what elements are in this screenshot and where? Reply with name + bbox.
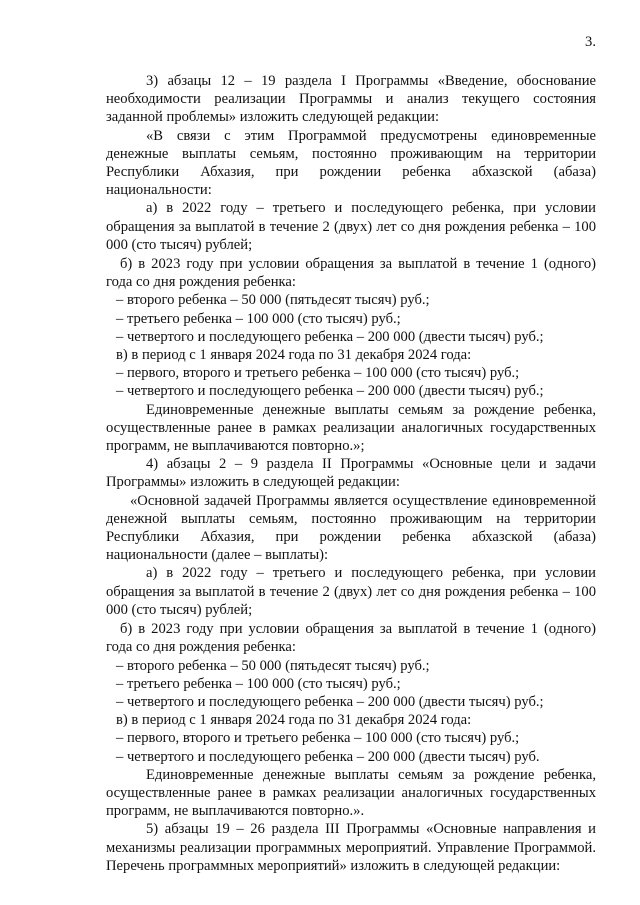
list-item-fourth-child-2024: – четвертого и последующего ребенка – 200 000 (двести тысяч) руб.; — [116, 383, 544, 400]
clause-b-2023-section-2: б) в 2023 году при условии обращения за выплатой в течение 1 (одного) года со дня рождения ребенка: — [106, 621, 596, 656]
document-body — [106, 72, 596, 875]
clause-b-2023: б) в 2023 году при условии обращения за выплатой в течение 1 (одного) года со дня рождения ребенка: — [106, 256, 596, 291]
list-item-second-child: – второго ребенка – 50 000 (пятьдесят тысяч) руб.; — [116, 292, 430, 309]
no-repeat-payment-paragraph-section-2: Единовременные денежные выплаты семьям за рождение ребенка, осуществленные ранее в рамках реализации аналогичных государственных программ, не выплачиваются повторно.». — [106, 766, 596, 820]
no-repeat-payment-paragraph: Единовременные денежные выплаты семьям за рождение ребенка, осуществленные ранее в рамках реализации аналогичных государственных программ, не выплачиваются повторно.»; — [106, 401, 596, 455]
quote-intro-paragraph: «В связи с этим Программой предусмотрены единовременные денежные выплаты семьям, постоянно проживающим на территории Республики Абхазия, при рождении ребенка абхазской (абаза) национальности: — [106, 127, 596, 199]
clause-a-2022: а) в 2022 году – третьего и последующего ребенка, при условии обращения за выплатой в течение 2 (двух) лет со дня рождения ребенка – 100 000 (сто тысяч) рублей; — [106, 200, 596, 253]
list-item-first-second-third-child: – первого, второго и третьего ребенка – 100 000 (сто тысяч) руб.; — [116, 365, 520, 382]
list-item-first-second-third-child-section-2: – первого, второго и третьего ребенка – 100 000 (сто тысяч) руб.; — [116, 730, 520, 747]
list-item-third-child-section-2: – третьего ребенка – 100 000 (сто тысяч) руб.; — [116, 675, 401, 692]
clause-v-2024-section-2: в) в период с 1 января 2024 года по 31 декабря 2024 года: — [116, 712, 472, 729]
paragraph-item-5: 5) абзацы 19 – 26 раздела III Программы «Основные направления и механизмы реализации программных мероприятий. Управление Программой. Перечень программных мероприятий» изложить в следующей редакции: — [106, 821, 596, 874]
list-item-fourth-child-2024-section-2: – четвертого и последующего ребенка – 200 000 (двести тысяч) руб. — [116, 748, 540, 765]
page-number: 3. — [585, 34, 596, 50]
clause-a-2022-section-2: а) в 2022 году – третьего и последующего ребенка, при условии обращения за выплатой в течение 2 (двух) лет со дня рождения ребенка – 100 000 (сто тысяч) рублей; — [106, 565, 596, 618]
paragraph-item-4: 4) абзацы 2 – 9 раздела II Программы «Основные цели и задачи Программы» изложить в следующей редакции: — [106, 456, 596, 491]
clause-v-2024: в) в период с 1 января 2024 года по 31 декабря 2024 года: — [116, 347, 472, 364]
list-item-fourth-child-section-2: – четвертого и последующего ребенка – 200 000 (двести тысяч) руб.; — [116, 693, 544, 710]
paragraph-item-3: 3) абзацы 12 – 19 раздела I Программы «Введение, обоснование необходимости реализации Программы и анализ текущего состояния заданной проблемы» изложить следующей редакции: — [106, 73, 596, 126]
main-task-paragraph: «Основной задачей Программы является осуществление единовременной денежной выплаты семьям, постоянно проживающим на территории Республики Абхазия, при рождении ребенка абхазской (абаза) национальности (далее – выплаты): — [106, 492, 596, 564]
list-item-fourth-child: – четвертого и последующего ребенка – 200 000 (двести тысяч) руб.; — [116, 328, 544, 345]
list-item-third-child: – третьего ребенка – 100 000 (сто тысяч) руб.; — [116, 310, 401, 327]
list-item-second-child-section-2: – второго ребенка – 50 000 (пятьдесят тысяч) руб.; — [116, 657, 430, 674]
